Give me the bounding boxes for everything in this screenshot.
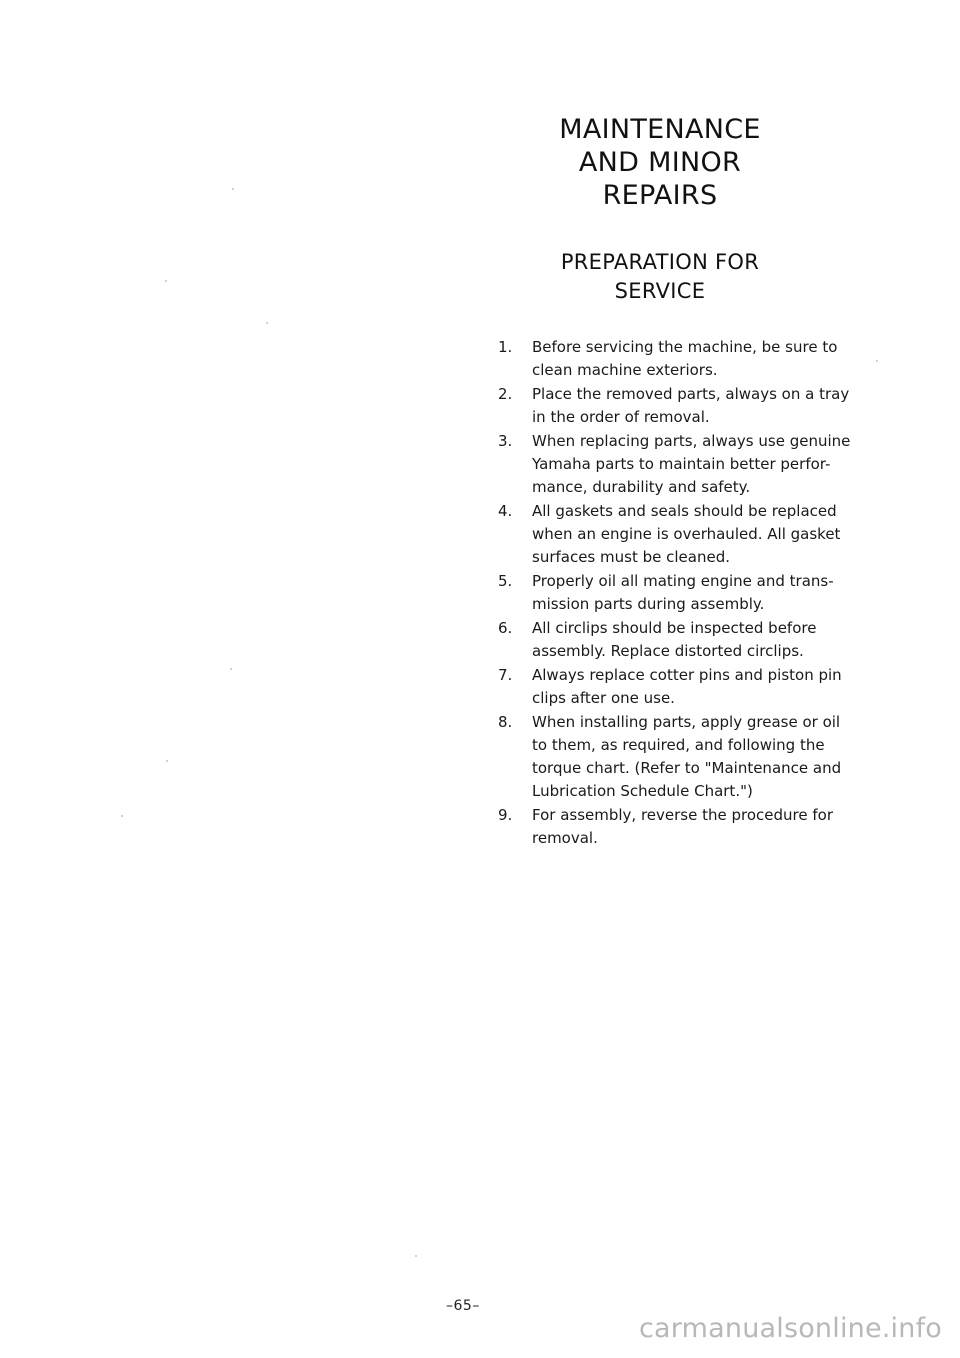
step-item [497,336,842,382]
step-number: 5. [498,572,513,590]
scan-speck [165,280,167,282]
step-text-line: when an engine is overhauled. All gasket [532,525,841,543]
step-number: 6. [498,619,513,637]
chapter-title-line: REPAIRS [602,180,718,211]
step-item [497,804,842,850]
step-text-line: Yamaha parts to maintain better perfor- [532,455,831,473]
step-text-line: Place the removed parts, always on a tray [532,385,850,403]
step-text-line: assembly. Replace distorted circlips. [532,642,804,660]
chapter-title-line: MAINTENANCE [559,114,761,145]
step-number: 4. [498,502,513,520]
step-text-line: surfaces must be cleaned. [532,548,730,566]
source-watermark: carmanualsonline.info [639,1313,942,1344]
scan-speck [415,1255,417,1257]
step-text-line: For assembly, reverse the procedure for [532,806,834,824]
step-text-line: to them, as required, and following the [532,736,825,754]
step-item [497,711,842,803]
step-text-line: Properly oil all mating engine and trans- [532,572,834,590]
step-text-line: Before servicing the machine, be sure to [532,338,838,356]
step-text-line: All circlips should be inspected before [532,619,817,637]
chapter-title [490,113,830,212]
scan-speck [232,188,234,190]
scan-speck [876,360,878,362]
step-text-line: mission parts during assembly. [532,595,765,613]
step-number: 1. [498,338,513,356]
step-item [497,500,842,569]
step-text-line: When replacing parts, always use genuine [532,432,851,450]
step-item [497,570,842,616]
step-text-line: All gaskets and seals should be replaced [532,502,837,520]
step-text-line: clean machine exteriors. [532,361,718,379]
step-text-line: clips after one use. [532,689,675,707]
step-item [497,383,850,429]
scan-speck [266,322,268,324]
step-number: 9. [498,806,513,824]
step-number: 2. [498,385,513,403]
step-number: 3. [498,432,513,450]
step-number: 7. [498,666,513,684]
chapter-title-line: AND MINOR [578,147,742,178]
scan-speck [121,815,123,817]
step-item [497,617,842,663]
step-item [497,664,842,710]
step-text-line: Lubrication Schedule Chart.") [532,782,753,800]
section-heading-line: PREPARATION FOR [560,250,760,274]
scan-speck [166,760,168,762]
page-number: –65– [446,1298,480,1314]
step-text-line: in the order of removal. [532,408,710,426]
step-text-line: torque chart. (Refer to "Maintenance and [532,759,842,777]
step-text-line: Always replace cotter pins and piston pin [532,666,842,684]
step-text-line: removal. [532,829,598,847]
preparation-steps-list [497,336,851,851]
step-text-line: mance, durability and safety. [532,478,751,496]
section-heading [490,248,830,306]
section-heading-line: SERVICE [614,279,706,303]
step-number: 8. [498,713,513,731]
step-item [497,430,851,499]
step-text-line: When installing parts, apply grease or oil [532,713,841,731]
scan-speck [230,668,232,670]
